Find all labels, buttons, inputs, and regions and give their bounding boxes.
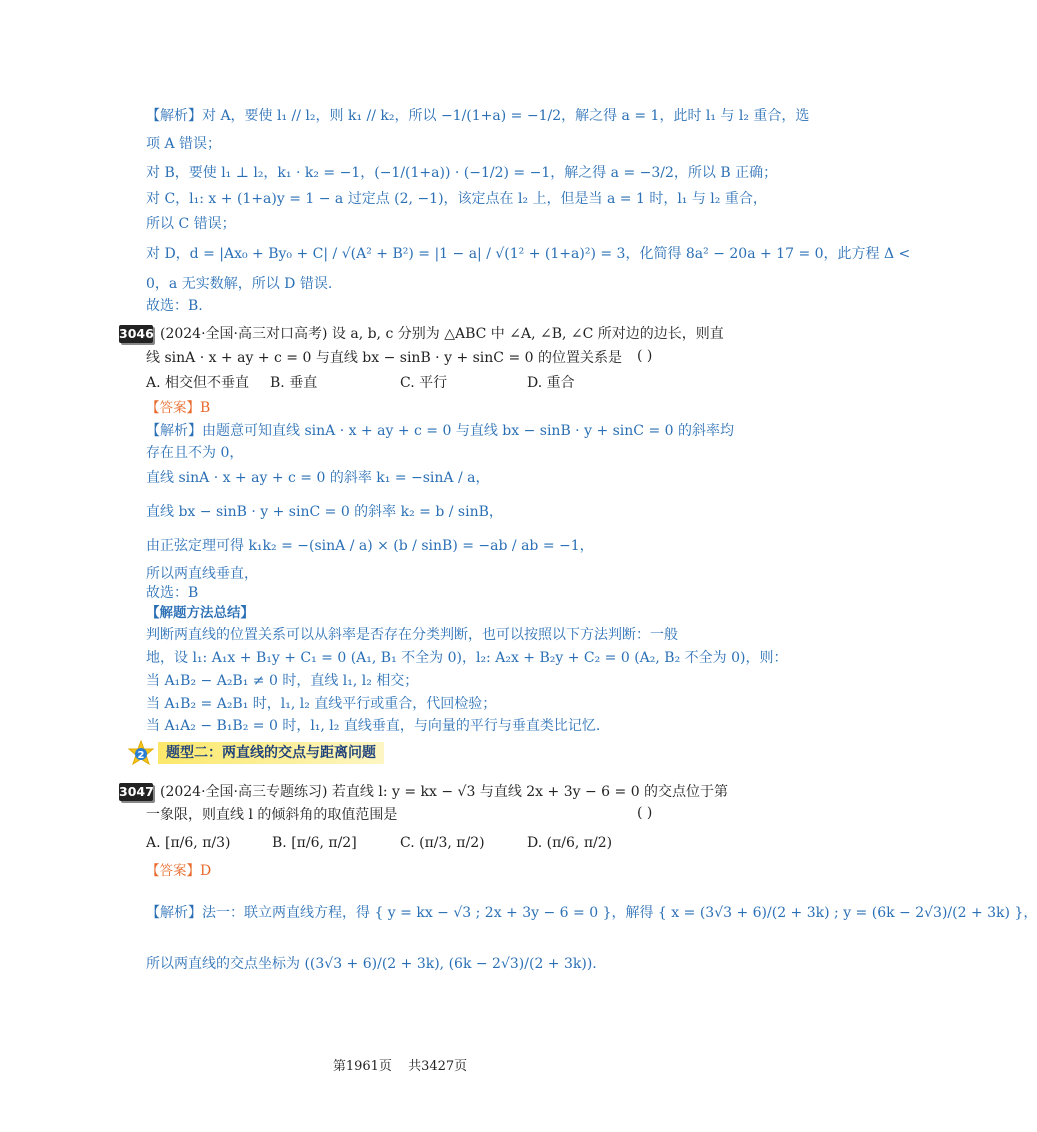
method-line: 当 A₁A₂ − B₁B₂ = 0 时，l₁, l₂ 直线垂直，与向量的平行与垂直类比记忆. — [146, 718, 601, 734]
analysis-line: 直线 bx − sinB · y + sinC = 0 的斜率 k₂ = b / sinB， — [146, 504, 503, 520]
answer-line — [146, 861, 211, 881]
analysis-line: 【解析】由题意可知直线 sinA · x + ay + c = 0 与直线 bx − sinB · y + sinC = 0 的斜率均 — [146, 423, 735, 439]
analysis-line: 存在且不为 0， — [146, 445, 244, 461]
question-stem: (2024·全国·高三专题练习) 若直线 l: y = kx − √3 与直线 2x + 3y − 6 = 0 的交点位于第 — [160, 784, 729, 800]
analysis-line: 【解析】法一：联立两直线方程，得 { y = kx − √3 ; 2x + 3y − 6 = 0 }，解得 { x = (3√3 + 6)/(2 + 3k) ; y = (6k − 2√3)/(2 + 3k) }， — [146, 905, 1037, 921]
question-stem: 一象限，则直线 l 的倾斜角的取值范围是 — [146, 807, 398, 823]
answer-value: B — [200, 400, 211, 416]
analysis-line: 故选：B — [146, 585, 199, 601]
question-stem: 线 sinA · x + ay + c = 0 与直线 bx − sinB · y + sinC = 0 的位置关系是 — [146, 350, 623, 366]
section-number: 2 — [137, 750, 145, 761]
analysis-line: 由正弦定理可得 k₁k₂ = −(sinA / a) × (b / sinB) = −ab / ab = −1， — [146, 538, 594, 554]
section-title: 题型二：两直线的交点与距离问题 — [158, 742, 384, 764]
option-c: C. (π/3, π/2) — [400, 835, 485, 851]
method-line: 当 A₁B₂ = A₂B₁ 时，l₁, l₂ 直线平行或重合，代回检验； — [146, 696, 497, 712]
method-line: 判断两直线的位置关系可以从斜率是否存在分类判断，也可以按照以下方法判断：一般 — [146, 627, 678, 643]
question-number: 3047 — [119, 784, 154, 799]
analysis-line: 【解析】对 A，要使 l₁ // l₂，则 k₁ // k₂，所以 −1/(1+a) = −1/2，解之得 a = 1，此时 l₁ 与 l₂ 重合，选 — [146, 108, 810, 124]
analysis-line: 对 B，要使 l₁ ⊥ l₂，k₁ · k₂ = −1，(−1/(1+a)) · (−1/2) = −1，解之得 a = −3/2，所以 B 正确； — [146, 165, 778, 181]
analysis-line: 所以两直线的交点坐标为 ((3√3 + 6)/(2 + 3k), (6k − 2√3)/(2 + 3k)). — [146, 956, 597, 972]
analysis-line: 对 D，d = |Ax₀ + By₀ + C| / √(A² + B²) = |1 − a| / √(1² + (1+a)²) = 3，化简得 8a² − 20a + 17 = 0，此方程 Δ < — [146, 246, 911, 262]
analysis-line: 项 A 错误； — [146, 136, 222, 152]
option-b: B. [π/6, π/2] — [272, 835, 357, 851]
answer-tag: 【答案】 — [146, 400, 200, 416]
star-badge-icon — [128, 740, 154, 766]
method-line: 当 A₁B₂ − A₂B₁ ≠ 0 时，直线 l₁, l₂ 相交； — [146, 673, 419, 689]
analysis-line: 所以 C 错误； — [146, 216, 236, 232]
option-b: B. 垂直 — [270, 375, 318, 391]
method-tag: 【解题方法总结】 — [146, 605, 254, 621]
analysis-line: 对 C，l₁: x + (1+a)y = 1 − a 过定点 (2, −1)，该定点在 l₂ 上，但是当 a = 1 时，l₁ 与 l₂ 重合， — [146, 191, 767, 207]
page-number: 第1961页 — [332, 1059, 392, 1074]
page-total: 共3427页 — [408, 1059, 468, 1074]
question-number: 3046 — [119, 326, 154, 341]
answer-value: D — [200, 863, 212, 879]
method-line: 地，设 l₁: A₁x + B₁y + C₁ = 0 (A₁, B₁ 不全为 0)，l₂: A₂x + B₂y + C₂ = 0 (A₂, B₂ 不全为 0)，则： — [146, 650, 788, 666]
answer-paren: ( ) — [637, 348, 653, 364]
option-d: D. (π/6, π/2) — [527, 835, 613, 851]
section-header — [128, 740, 376, 766]
option-c: C. 平行 — [400, 375, 448, 391]
answer-tag: 【答案】 — [146, 863, 200, 879]
answer-paren: ( ) — [637, 805, 653, 821]
question-stem: (2024·全国·高三对口高考) 设 a, b, c 分别为 △ABC 中 ∠A, ∠B, ∠C 所对边的边长，则直 — [160, 326, 724, 342]
page-footer — [0, 1055, 800, 1074]
answer-line — [146, 398, 210, 418]
analysis-line: 直线 sinA · x + ay + c = 0 的斜率 k₁ = −sinA / a， — [146, 470, 490, 486]
option-a: A. 相交但不垂直 — [146, 375, 250, 391]
analysis-line: 故选：B. — [146, 298, 203, 314]
analysis-line: 0，a 无实数解，所以 D 错误. — [146, 276, 333, 292]
analysis-line: 所以两直线垂直， — [146, 566, 258, 582]
option-d: D. 重合 — [527, 375, 575, 391]
option-a: A. [π/6, π/3) — [146, 835, 231, 851]
